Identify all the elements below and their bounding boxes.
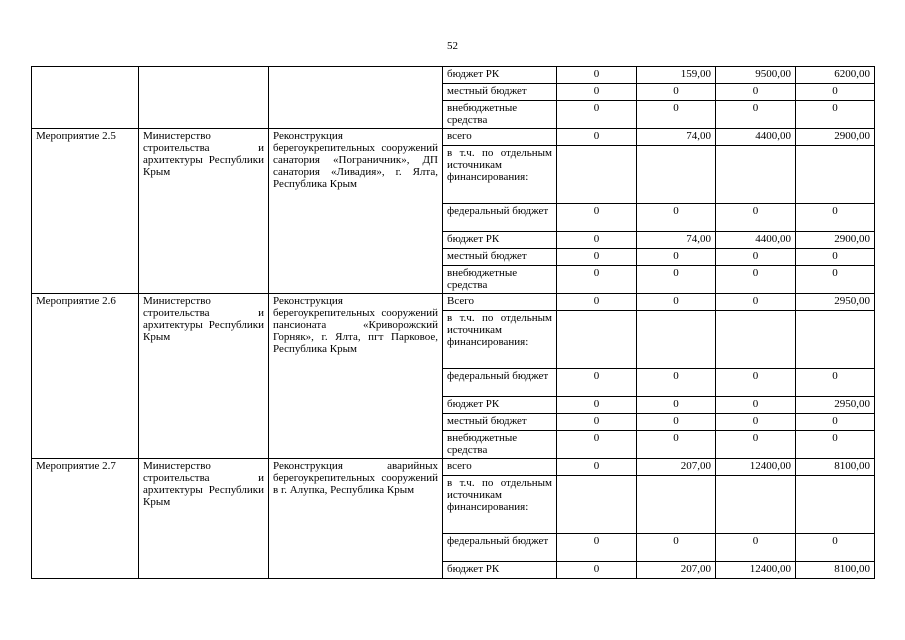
funding-source-cell: местный бюджет [443, 249, 557, 266]
page-number: 52 [447, 40, 458, 52]
value-cell: 0 [557, 67, 637, 84]
event-cell [32, 67, 139, 129]
value-cell [637, 476, 716, 534]
value-cell: 0 [637, 84, 716, 101]
value-cell [557, 146, 637, 204]
value-cell: 8100,00 [796, 562, 875, 579]
measure-name-cell: Мероприятие 2.5 [32, 129, 139, 294]
value-cell: 2900,00 [796, 129, 875, 146]
value-cell: 0 [637, 369, 716, 397]
organization-cell: Министерство строительства и архитектуры Республики Крым [139, 459, 269, 579]
value-cell: 0 [557, 369, 637, 397]
funding-table-body [32, 67, 875, 579]
value-cell: 0 [796, 414, 875, 431]
value-cell: 0 [557, 459, 637, 476]
value-cell: 0 [557, 232, 637, 249]
value-cell: 0 [557, 204, 637, 232]
funding-table [31, 66, 875, 579]
value-cell: 207,00 [637, 562, 716, 579]
value-cell: 0 [716, 204, 796, 232]
funding-source-cell: местный бюджет [443, 414, 557, 431]
value-cell: 0 [637, 534, 716, 562]
value-cell: 0 [796, 534, 875, 562]
value-cell [716, 146, 796, 204]
value-cell [716, 311, 796, 369]
value-cell [796, 476, 875, 534]
funding-source-cell: внебюджетные средства [443, 266, 557, 294]
table-row [32, 129, 875, 146]
measure-name-cell: Мероприятие 2.6 [32, 294, 139, 459]
description-cell: Реконструкция аварийных берегоукрепительных сооружений в г. Алупка, Республика Крым [269, 459, 443, 579]
value-cell: 0 [796, 369, 875, 397]
value-cell: 0 [557, 397, 637, 414]
value-cell: 0 [557, 129, 637, 146]
table-row [32, 67, 875, 84]
value-cell: 0 [716, 101, 796, 129]
value-cell: 8100,00 [796, 459, 875, 476]
value-cell: 0 [637, 294, 716, 311]
value-cell: 0 [716, 397, 796, 414]
funding-source-cell: всего [443, 459, 557, 476]
value-cell: 4400,00 [716, 129, 796, 146]
value-cell: 9500,00 [716, 67, 796, 84]
funding-source-cell: внебюджетные средства [443, 101, 557, 129]
value-cell: 0 [796, 84, 875, 101]
value-cell: 0 [637, 397, 716, 414]
funding-source-cell: бюджет РК [443, 562, 557, 579]
funding-source-cell: в т.ч. по отдельным источникам финансирования: [443, 476, 557, 534]
funding-source-cell: бюджет РК [443, 67, 557, 84]
value-cell: 0 [716, 266, 796, 294]
funding-source-cell: Всего [443, 294, 557, 311]
value-cell [637, 311, 716, 369]
organization-cell: Министерство строительства и архитектуры Республики Крым [139, 294, 269, 459]
value-cell [796, 146, 875, 204]
value-cell: 74,00 [637, 232, 716, 249]
value-cell: 0 [716, 369, 796, 397]
value-cell: 0 [796, 431, 875, 459]
funding-source-cell: бюджет РК [443, 232, 557, 249]
value-cell: 0 [637, 266, 716, 294]
value-cell: 207,00 [637, 459, 716, 476]
value-cell [557, 476, 637, 534]
value-cell: 4400,00 [716, 232, 796, 249]
value-cell: 0 [796, 101, 875, 129]
value-cell: 2950,00 [796, 397, 875, 414]
description-cell [269, 67, 443, 129]
table-row [32, 294, 875, 311]
value-cell: 0 [716, 534, 796, 562]
value-cell: 0 [637, 204, 716, 232]
value-cell: 0 [557, 84, 637, 101]
funding-source-cell: местный бюджет [443, 84, 557, 101]
value-cell: 0 [716, 294, 796, 311]
value-cell: 0 [716, 84, 796, 101]
funding-source-cell: федеральный бюджет [443, 534, 557, 562]
value-cell: 0 [557, 534, 637, 562]
value-cell: 0 [557, 101, 637, 129]
value-cell [796, 311, 875, 369]
funding-source-cell: в т.ч. по отдельным источникам финансирования: [443, 311, 557, 369]
description-cell: Реконструкция берегоукрепительных сооружений санатория «Пограничник», ДП санатория «Ливадия», г. Ялта, Республика Крым [269, 129, 443, 294]
value-cell: 0 [637, 101, 716, 129]
value-cell: 0 [557, 431, 637, 459]
value-cell [637, 146, 716, 204]
description-cell: Реконструкция берегоукрепительных сооружений пансионата «Криворожский Горняк», г. Ялта, пгт Парковое, Республика Крым [269, 294, 443, 459]
value-cell [557, 311, 637, 369]
value-cell: 0 [557, 414, 637, 431]
value-cell: 2900,00 [796, 232, 875, 249]
value-cell: 12400,00 [716, 562, 796, 579]
value-cell: 0 [557, 562, 637, 579]
measure-name-cell: Мероприятие 2.7 [32, 459, 139, 579]
funding-source-cell: бюджет РК [443, 397, 557, 414]
value-cell: 6200,00 [796, 67, 875, 84]
table-row [32, 459, 875, 476]
value-cell: 0 [716, 431, 796, 459]
value-cell: 2950,00 [796, 294, 875, 311]
value-cell: 0 [637, 249, 716, 266]
value-cell [716, 476, 796, 534]
value-cell: 0 [637, 414, 716, 431]
value-cell: 0 [637, 431, 716, 459]
value-cell: 0 [557, 294, 637, 311]
funding-source-cell: всего [443, 129, 557, 146]
value-cell: 0 [557, 249, 637, 266]
value-cell: 0 [796, 204, 875, 232]
funding-source-cell: внебюджетные средства [443, 431, 557, 459]
value-cell: 0 [716, 249, 796, 266]
value-cell: 0 [716, 414, 796, 431]
funding-source-cell: федеральный бюджет [443, 204, 557, 232]
value-cell: 12400,00 [716, 459, 796, 476]
value-cell: 159,00 [637, 67, 716, 84]
value-cell: 74,00 [637, 129, 716, 146]
organization-cell [139, 67, 269, 129]
value-cell: 0 [796, 249, 875, 266]
value-cell: 0 [557, 266, 637, 294]
funding-source-cell: федеральный бюджет [443, 369, 557, 397]
organization-cell: Министерство строительства и архитектуры Республики Крым [139, 129, 269, 294]
value-cell: 0 [796, 266, 875, 294]
funding-source-cell: в т.ч. по отдельным источникам финансирования: [443, 146, 557, 204]
